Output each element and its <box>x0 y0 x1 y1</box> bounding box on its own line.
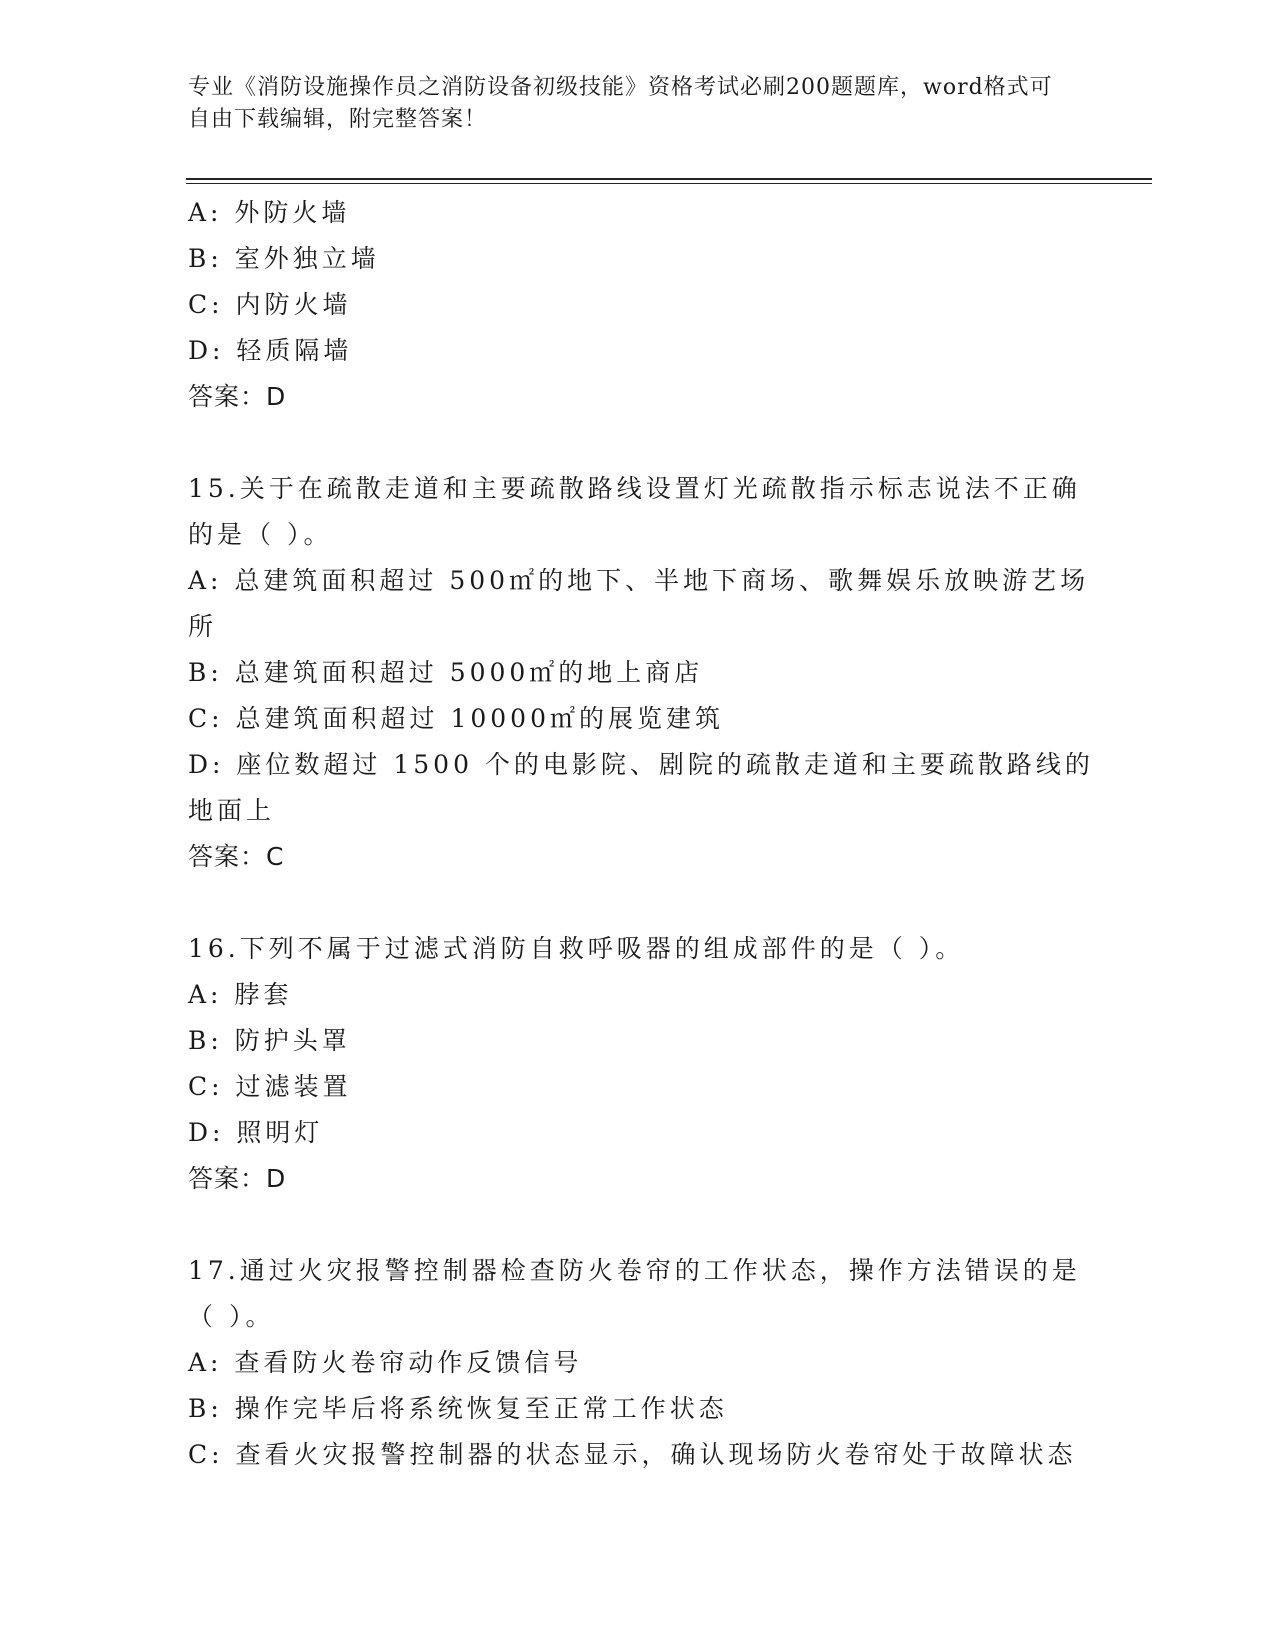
option-c: C: 过滤装置 <box>188 1072 352 1101</box>
option-d: D: 轻质隔墙 <box>188 336 353 365</box>
question-16-block <box>188 926 1088 1202</box>
option-d: D: 照明灯 <box>188 1118 324 1147</box>
spacer <box>188 880 1088 926</box>
question-text-cont: 的是（ ）。 <box>188 520 333 549</box>
spacer <box>188 420 1088 466</box>
option-b: B: 操作完毕后将系统恢复至正常工作状态 <box>188 1394 728 1423</box>
document-header <box>188 72 1068 136</box>
option-a-cont: 所 <box>188 612 218 641</box>
option-c: C: 内防火墙 <box>188 290 352 319</box>
question-14-block <box>188 190 1088 420</box>
question-text: 15.关于在疏散走道和主要疏散路线设置灯光疏散指示标志说法不正确 <box>188 474 1081 503</box>
answer-line: 答案：D <box>188 382 287 411</box>
question-text: 16.下列不属于过滤式消防自救呼吸器的组成部件的是（ ）。 <box>188 934 965 963</box>
question-17-block <box>188 1248 1088 1478</box>
option-a: A: 脖套 <box>188 980 293 1009</box>
option-a: A: 外防火墙 <box>188 198 351 227</box>
option-b: B: 防护头罩 <box>188 1026 351 1055</box>
question-text: 17.通过火灾报警控制器检查防火卷帘的工作状态，操作方法错误的是 <box>188 1256 1081 1285</box>
option-d-cont: 地面上 <box>188 796 276 825</box>
header-rule-thin <box>186 183 1152 184</box>
option-b: B: 总建筑面积超过 5000㎡的地上商店 <box>188 658 704 687</box>
answer-line: 答案：C <box>188 842 285 871</box>
question-text-cont: （ ）。 <box>188 1302 275 1331</box>
option-d: D: 座位数超过 1500 个的电影院、剧院的疏散走道和主要疏散路线的 <box>188 750 1094 779</box>
option-c: C: 总建筑面积超过 10000㎡的展览建筑 <box>188 704 724 733</box>
option-a: A: 总建筑面积超过 500㎡的地下、半地下商场、歌舞娱乐放映游艺场 <box>188 566 1090 595</box>
option-b: B: 室外独立墙 <box>188 244 380 273</box>
header-rule-thick <box>186 178 1152 180</box>
option-c: C: 查看火灾报警控制器的状态显示，确认现场防火卷帘处于故障状态 <box>188 1440 1077 1469</box>
answer-line: 答案：D <box>188 1164 287 1193</box>
header-text: 专业《消防设施操作员之消防设备初级技能》资格考试必刷200题题库，word格式可自由下载编辑，附完整答案！ <box>188 75 1053 132</box>
spacer <box>188 1202 1088 1248</box>
document-body <box>188 190 1094 1478</box>
question-15-block <box>188 466 1094 880</box>
option-a: A: 查看防火卷帘动作反馈信号 <box>188 1348 583 1377</box>
